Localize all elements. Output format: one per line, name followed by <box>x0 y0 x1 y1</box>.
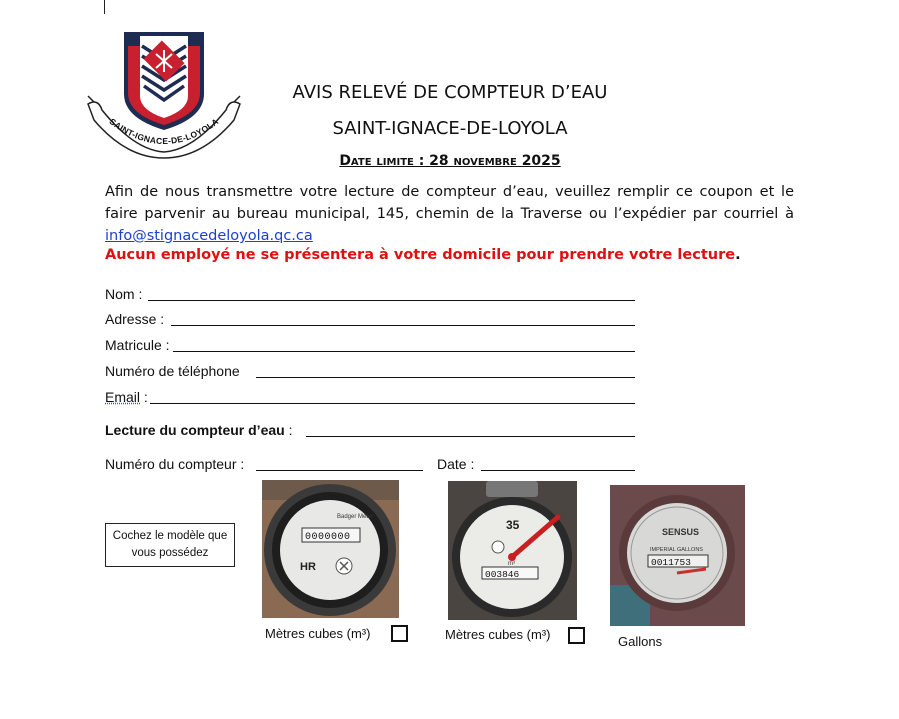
intro-text: Afin de nous transmettre votre lecture de compteur d’eau, veuillez remplir ce coupon et le faire parvenir au bureau municipal, 145, chemin de la Traverse ou l’expédier par courriel à <box>105 184 794 222</box>
adresse-label: Adresse : <box>105 311 165 327</box>
meter2-caption: Mètres cubes (m³) <box>445 627 551 642</box>
meter3-caption: Gallons <box>618 634 663 649</box>
page-subtitle: SAINT-IGNACE-DE-LOYOLA <box>332 118 568 139</box>
page-title: AVIS RELEVÉ DE COMPTEUR D’EAU <box>292 82 608 103</box>
email-input-line[interactable] <box>150 403 635 404</box>
lecture-input-line[interactable] <box>306 436 635 437</box>
warning-period: . <box>735 247 741 263</box>
email-word: Email <box>105 389 141 405</box>
date-label: Date : <box>437 456 475 472</box>
svg-text:0011753: 0011753 <box>651 557 691 568</box>
adresse-input-line[interactable] <box>171 325 635 326</box>
warning-text <box>105 247 741 263</box>
email-link[interactable]: info@stignacedeloyola.qc.ca <box>105 228 313 244</box>
meter1-checkbox[interactable] <box>391 625 408 642</box>
svg-text:003846: 003846 <box>485 569 520 580</box>
meter-photo-badger <box>262 480 399 618</box>
meter2-checkbox[interactable] <box>568 627 585 644</box>
lecture-label <box>105 422 292 438</box>
warning-message: Aucun employé ne se présentera à votre domicile pour prendre votre lecture <box>105 247 736 263</box>
numero-compteur-input-line[interactable] <box>256 470 423 471</box>
deadline-text: Date limite : 28 novembre 2025 <box>339 153 561 169</box>
svg-text:m³: m³ <box>508 561 515 567</box>
lecture-label-bold: Lecture du compteur d’eau <box>105 422 285 438</box>
date-input-line[interactable] <box>481 470 635 471</box>
meter-photo-cubic <box>448 481 577 620</box>
meter-photo-sensus <box>610 485 745 626</box>
meter1-caption: Mètres cubes (m³) <box>265 626 371 641</box>
telephone-label: Numéro de téléphone <box>105 363 240 379</box>
svg-text:HR: HR <box>300 561 316 573</box>
svg-text:IMPERIAL GALLONS: IMPERIAL GALLONS <box>650 547 703 553</box>
municipal-crest-logo <box>84 26 244 160</box>
text-cursor <box>104 0 105 14</box>
intro-paragraph <box>105 181 794 247</box>
nom-input-line[interactable] <box>148 300 635 301</box>
svg-text:0000000: 0000000 <box>305 532 351 543</box>
lecture-colon: : <box>284 422 293 438</box>
email-label <box>105 389 148 405</box>
svg-text:SENSUS: SENSUS <box>662 527 700 537</box>
svg-text:SAINT-IGNACE-DE-LOYOLA: SAINT-IGNACE-DE-LOYOLA <box>107 116 221 147</box>
telephone-input-line[interactable] <box>256 377 635 378</box>
matricule-input-line[interactable] <box>173 351 635 352</box>
email-colon: : <box>140 389 148 405</box>
numero-compteur-label: Numéro du compteur : <box>105 456 245 472</box>
svg-text:Badger Meter: Badger Meter <box>337 514 374 520</box>
meter-model-instruction: Cochez le modèle que vous possédez <box>105 523 235 567</box>
matricule-label: Matricule : <box>105 337 170 353</box>
svg-text:35: 35 <box>506 518 520 532</box>
nom-label: Nom : <box>105 286 143 302</box>
